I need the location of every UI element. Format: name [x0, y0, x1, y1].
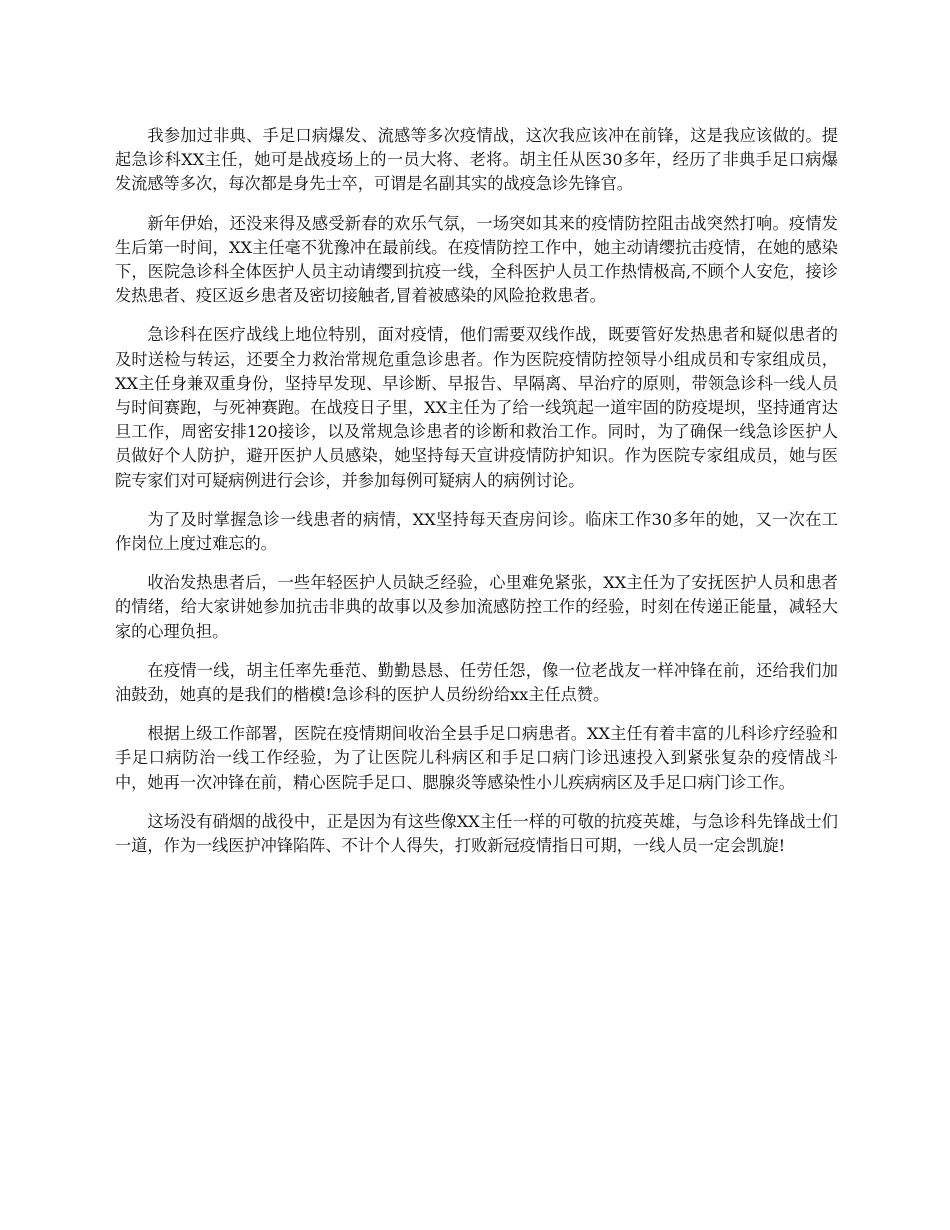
paragraph-1: 我参加过非典、手足口病爆发、流感等多次疫情战，这次我应该冲在前锋，这是我应该做的。提起急诊科XX主任，她可是战疫场上的一员大将、老将。胡主任从医30多年，经历了非典手足口病爆发流感等多次，每次都是身先士卒，可谓是名副其实的战疫急诊先锋官。 — [115, 126, 838, 194]
document-body — [115, 124, 838, 873]
paragraph-3: 急诊科在医疗战线上地位特别，面对疫情，他们需要双线作战，既要管好发热患者和疑似患者的及时送检与转运，还要全力救治常规危重急诊患者。作为医院疫情防控领导小组成员和专家组成员，XX主任身兼双重身份，坚持早发现、早诊断、早报告、早隔离、早治疗的原则，带领急诊科一线人员与时间赛跑，与死神赛跑。在战疫日子里，XX主任为了给一线筑起一道牢固的防疫堤坝，坚持通宵达旦工作，周密安排120接诊，以及常规急诊患者的诊断和救治工作。同时，为了确保一线急诊医护人员做好个人防护，避开医护人员感染，她坚持每天宣讲疫情防护知识。作为医院专家组成员，她与医院专家们对可疑病例进行会诊，并参加每例可疑病人的病例讨论。 — [115, 325, 838, 490]
paragraph-6: 在疫情一线，胡主任率先垂范、勤勤恳恳、任劳任怨，像一位老战友一样冲锋在前，还给我们加油鼓劲，她真的是我们的楷模!急诊科的医护人员纷纷给xx主任点赞。 — [115, 660, 838, 705]
paragraph-4: 为了及时掌握急诊一线患者的病情，XX坚持每天查房问诊。临床工作30多年的她，又一次在工作岗位上度过难忘的。 — [115, 509, 838, 554]
paragraph-8: 这场没有硝烟的战役中，正是因为有这些像XX主任一样的可敬的抗疫英雄，与急诊科先锋战士们一道，作为一线医护冲锋陷阵、不计个人得失，打败新冠疫情指日可期，一线人员一定会凯旋! — [115, 811, 838, 856]
paragraph-7: 根据上级工作部署，医院在疫情期间收治全县手足口病患者。XX主任有着丰富的儿科诊疗经验和手足口病防治一线工作经验，为了让医院儿科病区和手足口病门诊迅速投入到紧张复杂的疫情战斗中，她再一次冲锋在前，精心医院手足口、腮腺炎等感染性小儿疾病病区及手足口病门诊工作。 — [115, 724, 838, 792]
paragraph-2: 新年伊始，还没来得及感受新春的欢乐气氛，一场突如其来的疫情防控阻击战突然打响。疫情发生后第一时间，XX主任毫不犹豫冲在最前线。在疫情防控工作中，她主动请缨抗击疫情，在她的感染下，医院急诊科全体医护人员主动请缨到抗疫一线，全科医护人员工作热情极高,不顾个人安危，接诊发热患者、疫区返乡患者及密切接触者,冒着被感染的风险抢救患者。 — [115, 213, 838, 306]
paragraph-5: 收治发热患者后，一些年轻医护人员缺乏经验，心里难免紧张，XX主任为了安抚医护人员和患者的情绪，给大家讲她参加抗击非典的故事以及参加流感防控工作的经验，时刻在传递正能量，减轻大家的心理负担。 — [115, 573, 838, 641]
